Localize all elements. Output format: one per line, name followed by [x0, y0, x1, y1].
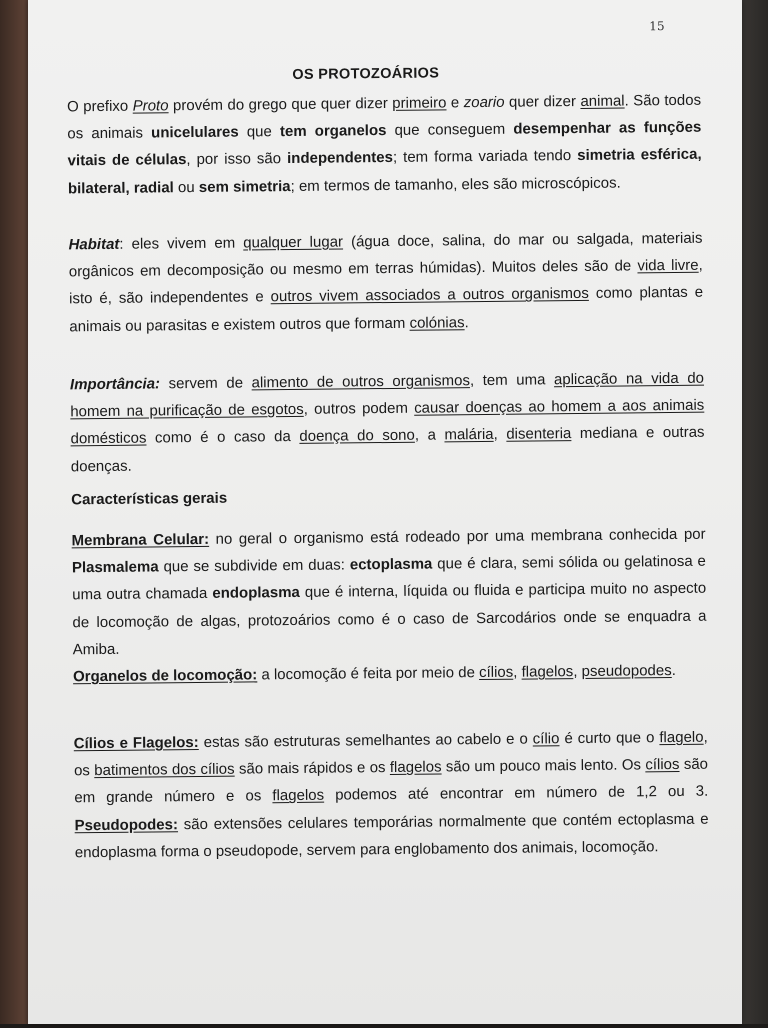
- habitat-run: colónias: [409, 313, 465, 332]
- section-heading: Características gerais: [71, 489, 228, 509]
- habitat-run: vida livre: [637, 256, 699, 275]
- intro-run: ; em termos de tamanho, eles são microscópicos.: [290, 174, 621, 195]
- cilios-run: Pseudopodes:: [74, 815, 179, 834]
- organelos-run: ,: [513, 663, 522, 681]
- intro-text: [67, 87, 702, 202]
- importancia-run: aplicação na vida do homem na purificação de esgotos: [70, 369, 705, 421]
- membrana-run: Plasmalema: [71, 558, 159, 577]
- habitat-run: qualquer lugar: [243, 233, 344, 252]
- organelos-run: ,: [573, 662, 582, 681]
- cilios-run: batimentos dos cílios: [94, 760, 235, 780]
- habitat-run: Habitat: [68, 235, 120, 254]
- importancia-run: mediana e outras doenças.: [70, 424, 705, 475]
- importancia-run: alimento de outros organismos: [251, 372, 470, 392]
- intro-run: provém do grego que quer dizer: [168, 94, 393, 115]
- importancia-run: , outros podem: [303, 399, 415, 419]
- intro-run: e: [446, 94, 464, 112]
- importancia-text: [70, 365, 705, 480]
- habitat-run: como plantas e animais ou parasitas e existem outros que formam: [69, 284, 704, 335]
- membrana-paragraph: [71, 521, 707, 691]
- cilios-run: é curto que o: [559, 729, 660, 748]
- intro-run: simetria esférica, bilateral, radial: [67, 146, 702, 197]
- intro-run: zoario: [463, 93, 505, 112]
- importancia-run: servem de: [159, 374, 252, 393]
- cilios-paragraph: [74, 724, 709, 867]
- organelos-run: Organelos de locomoção:: [72, 666, 258, 686]
- importancia-paragraph: [70, 365, 705, 480]
- cilios-run: cílios: [645, 756, 680, 774]
- cilios-run: flagelos: [389, 758, 442, 777]
- importancia-run: Importância:: [69, 375, 161, 394]
- organelos-run: cílios: [478, 663, 514, 682]
- intro-run: primeiro: [392, 94, 447, 112]
- importancia-run: , a: [414, 426, 445, 445]
- organelos-run: flagelos: [521, 663, 574, 681]
- organelos-run: pseudopodes: [581, 662, 672, 680]
- cilios-run: flagelo: [659, 728, 704, 747]
- membrana-run: que se subdivide em duas:: [158, 556, 350, 576]
- intro-run: tem organelos: [279, 122, 387, 141]
- document-page: [28, 0, 742, 1024]
- intro-run: . São todos os animais: [67, 91, 702, 143]
- cilios-run: são um pouco mais lento. Os: [441, 756, 646, 776]
- habitat-run: .: [464, 313, 469, 331]
- cilios-text: [74, 724, 709, 867]
- intro-run: quer dizer: [504, 92, 581, 111]
- intro-run: ; tem forma variada tendo: [392, 147, 578, 167]
- habitat-run: (água doce, salina, do mar ou salgada, materiais orgânicos em decomposição ou mesmo em terras húmidas). Muitos deles são de: [68, 229, 703, 281]
- organelos-text: [73, 657, 707, 691]
- importancia-run: disenteria: [506, 425, 572, 444]
- habitat-run: : eles vivem em: [119, 234, 244, 253]
- importancia-run: , tem uma: [469, 371, 555, 390]
- habitat-text: [68, 225, 703, 340]
- cilios-run: Cílios e Flagelos:: [73, 733, 199, 753]
- organelos-run: .: [671, 662, 676, 680]
- intro-run: desempenhar as funções vitais de células: [67, 118, 702, 170]
- organelos-run: a locomoção é feita por meio de: [257, 664, 480, 684]
- cilios-run: são mais rápidos e os: [234, 759, 390, 778]
- intro-run: ou: [173, 178, 199, 196]
- intro-run: unicelulares: [151, 123, 239, 142]
- page-content: [23, 0, 748, 1028]
- intro-run: sem simetria: [198, 177, 291, 196]
- intro-paragraph: [67, 87, 702, 202]
- cilios-run: cílio: [532, 730, 560, 748]
- cilios-run: flagelos: [272, 787, 325, 805]
- cilios-run: , os: [73, 728, 708, 780]
- membrana-run: endoplasma: [212, 584, 300, 603]
- membrana-run: Membrana Celular:: [71, 530, 210, 550]
- habitat-run: outros vivem associados a outros organismos: [270, 285, 589, 306]
- intro-run: que conseguem: [386, 120, 514, 140]
- habitat-run: , isto é, são independentes e: [69, 256, 703, 308]
- membrana-text: [71, 521, 706, 664]
- habitat-paragraph: [68, 225, 703, 340]
- cilios-run: podemos até encontrar em número de 1,2 ou 3.: [323, 783, 709, 805]
- page-number: 15: [649, 19, 665, 34]
- membrana-run: ectoplasma: [349, 555, 433, 574]
- membrana-run: que é interna, líquida ou fluida e participa muito no aspecto de locomoção de algas, protozoários como é o caso de Sarcodários onde se enquadra a Amiba.: [72, 580, 707, 659]
- intro-run: que: [238, 123, 281, 141]
- intro-run: Proto: [132, 97, 169, 115]
- membrana-run: que é clara, semi sólida ou gelatinosa e uma outra chamada: [72, 552, 706, 604]
- cilios-run: estas são estruturas semelhantes ao cabelo e o: [198, 730, 533, 751]
- membrana-run: no geral o organismo está rodeado por uma membrana conhecida por: [208, 525, 706, 548]
- page-title: OS PROTOZOÁRIOS: [292, 65, 440, 83]
- intro-run: independentes: [286, 149, 394, 168]
- cilios-run: são em grande número e os: [74, 755, 709, 807]
- intro-run: animal: [580, 92, 625, 110]
- importancia-run: ,: [493, 426, 507, 444]
- importancia-run: doença do sono: [299, 427, 415, 446]
- importancia-run: como é o caso da: [146, 428, 300, 447]
- intro-run: O prefixo: [66, 97, 133, 116]
- importancia-run: malária: [444, 426, 494, 444]
- importancia-run: causar doenças ao homem a aos animais domésticos: [70, 396, 705, 448]
- intro-run: , por isso são: [186, 150, 288, 169]
- cilios-run: são extensões celulares temporárias normalmente que contém ectoplasma e endoplasma forma o pseudopode, servem para englobamento dos animais, locomoção.: [74, 810, 709, 862]
